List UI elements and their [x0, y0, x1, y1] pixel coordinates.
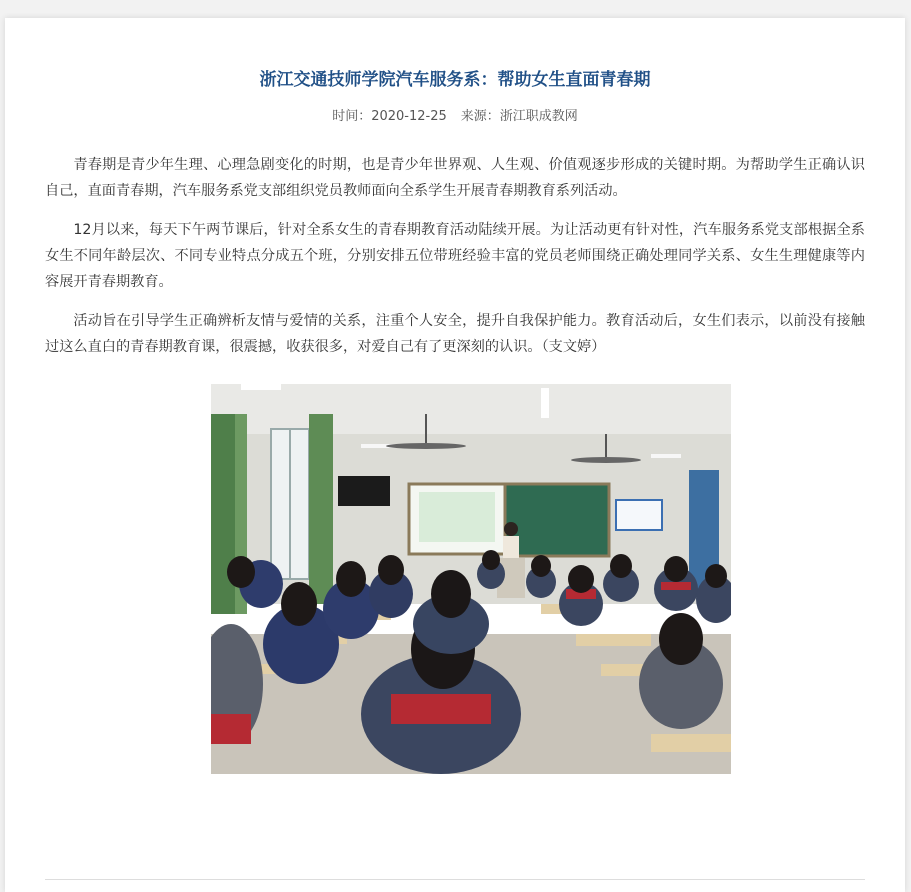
source-name: 浙江职成教网	[499, 109, 578, 124]
article-title: 浙江交通技师学院汽车服务系：帮助女生直面青春期	[259, 70, 651, 90]
paragraph-3: 活动旨在引导学生正确辨析友情与爱情的关系，注重个人安全，提升自我保护能力。教育活动后，女生们表示，以前没有接触过这么直白的青春期教育课，很震撼，收获很多，对爱自己有了更深刻的认识。（支文婷）	[45, 313, 865, 355]
content-divider	[45, 879, 865, 880]
time-label: 时间：	[332, 109, 372, 124]
article-meta	[5, 108, 905, 126]
paragraph-1: 青春期是青少年生理、心理急剧变化的时期，也是青少年世界观、人生观、价值观逐步形成的关键时期。为帮助学生正确认识自己，直面青春期，汽车服务系党支部组织党员教师面向全系学生开展青春期教育系列活动。	[45, 157, 865, 199]
publish-date: 2020-12-25	[371, 109, 447, 124]
classroom-photo	[211, 384, 731, 774]
paragraph-2: 12月以来，每天下午两节课后，针对全系女生的青春期教育活动陆续开展。为让活动更有针对性，汽车服务系党支部根据全系女生不同年龄层次、不同专业特点分成五个班，分别安排五位带班经验丰富的党员老师围绕正确处理同学关系、女生生理健康等内容展开青春期教育。	[45, 222, 865, 290]
article-card	[5, 18, 905, 892]
article-body	[45, 152, 865, 373]
source-label: 来源：	[460, 109, 500, 124]
